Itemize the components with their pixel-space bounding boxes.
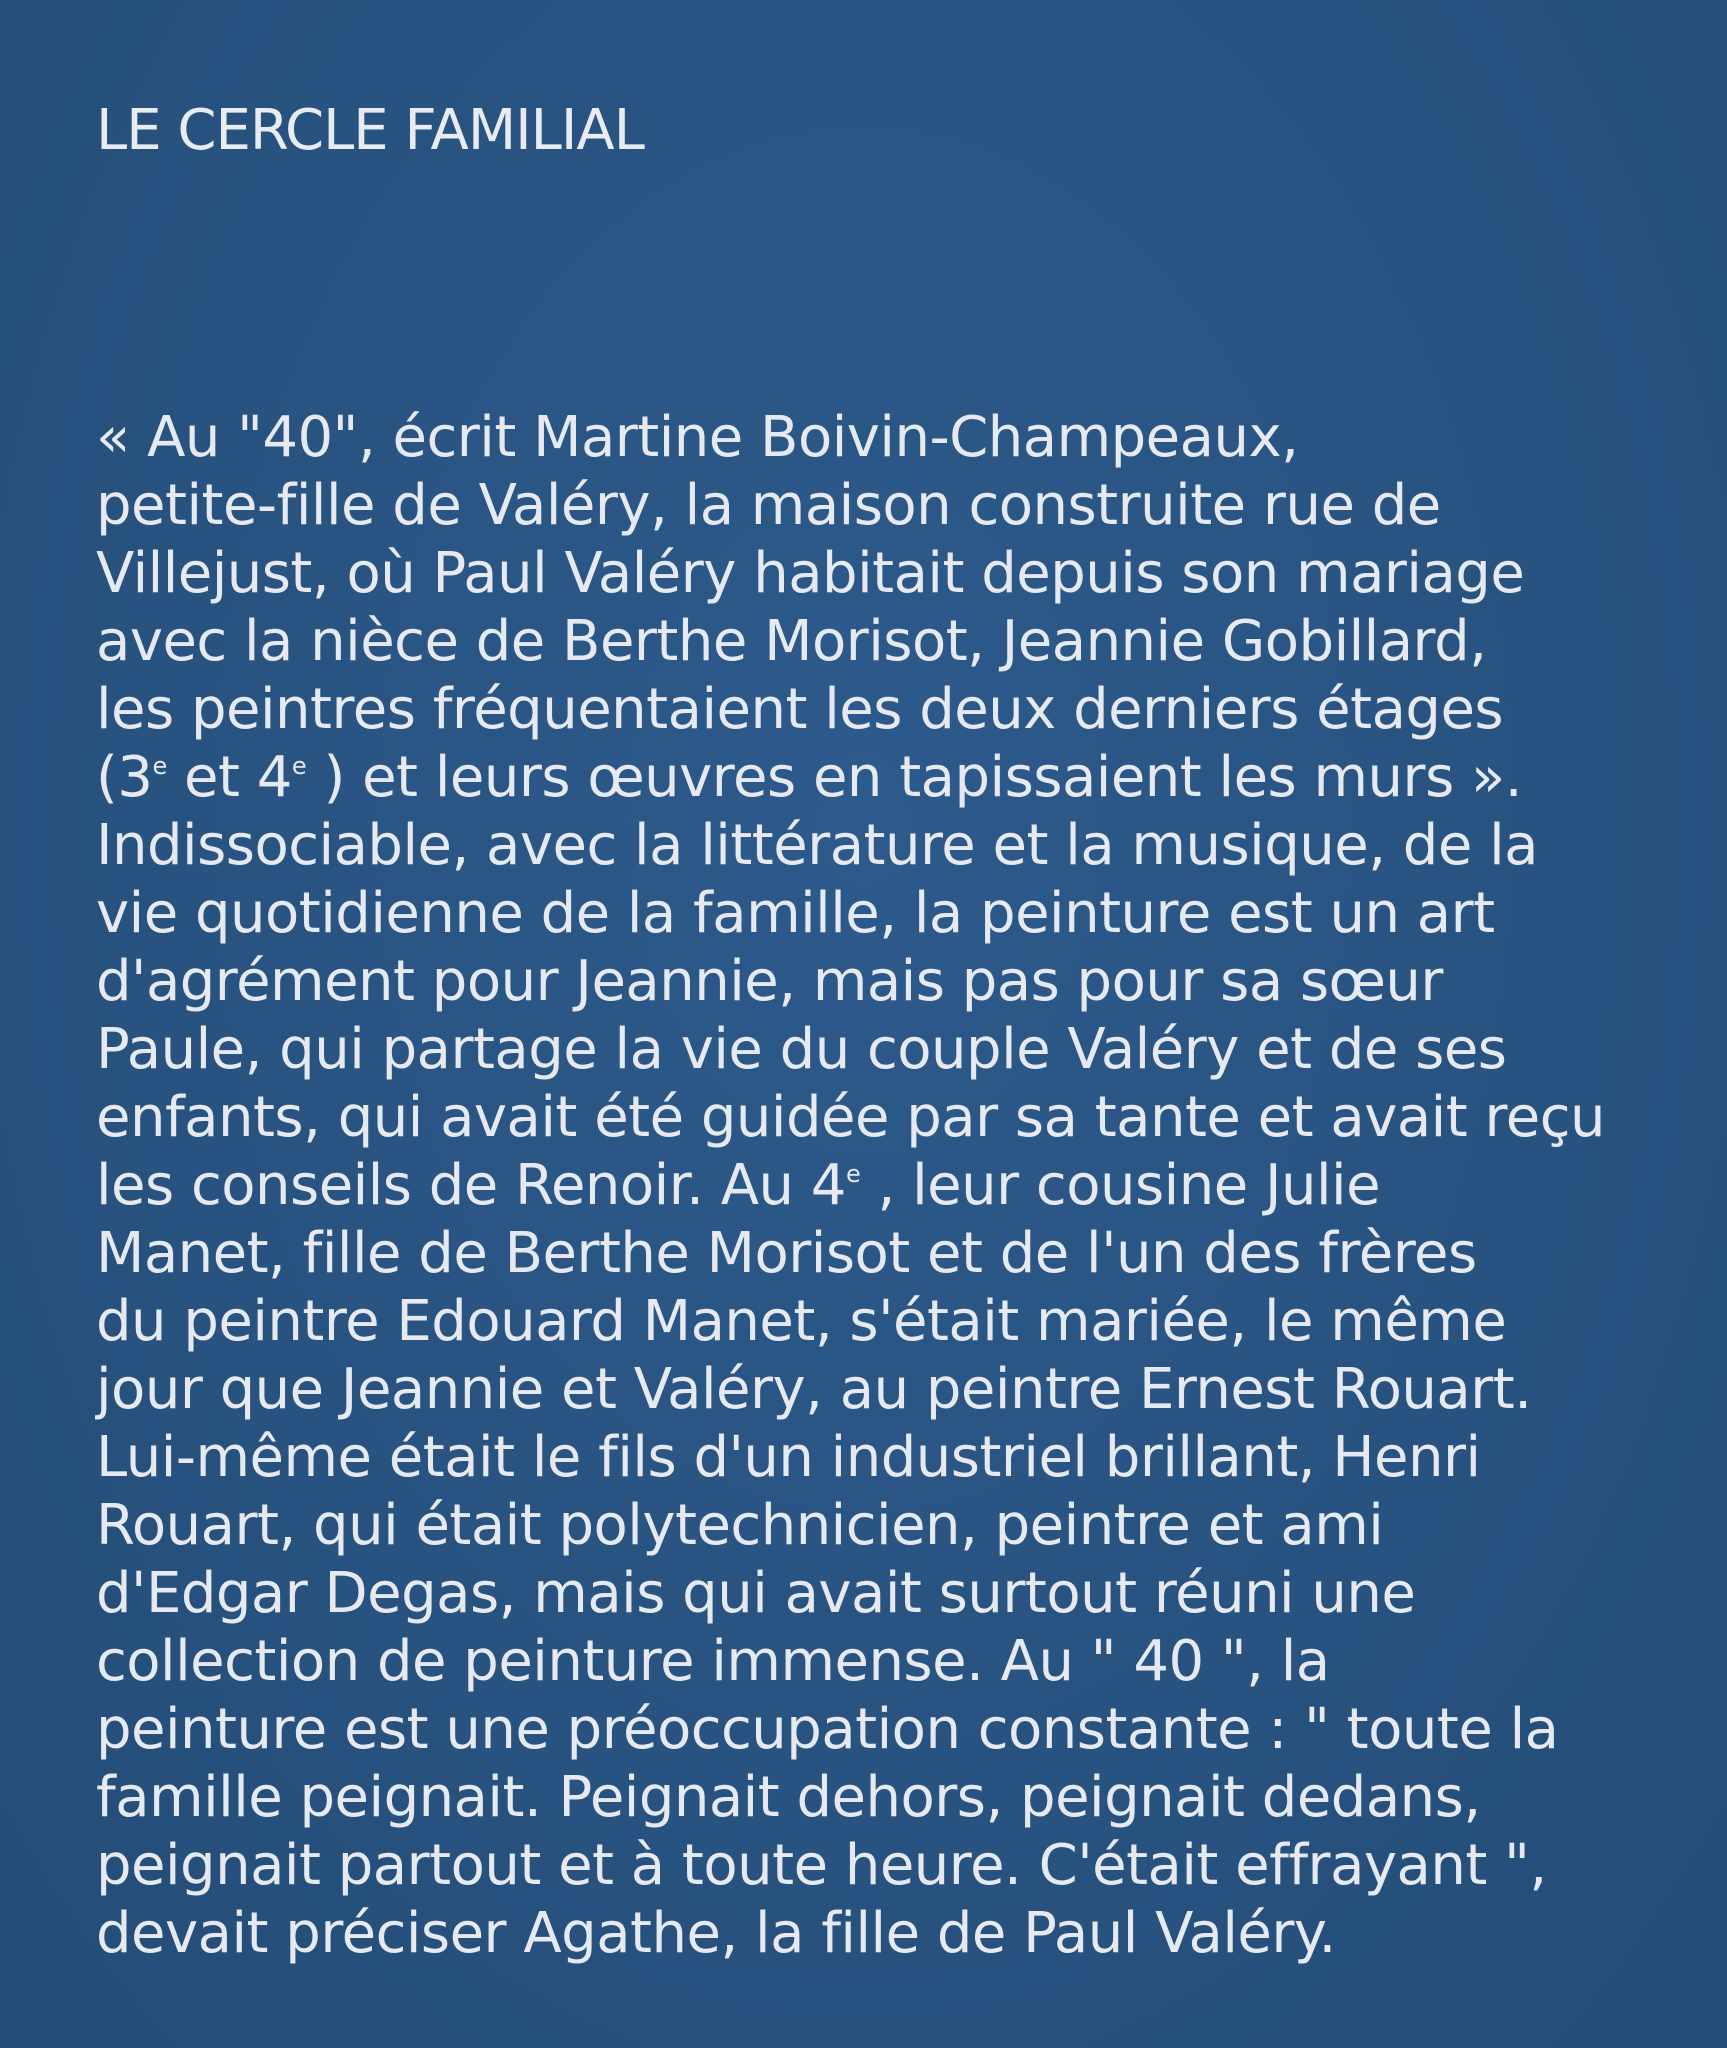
text-segment: d'agrément pour Jeannie, mais pas pour sa sœur <box>96 949 1443 1014</box>
text-line <box>96 472 1676 540</box>
text-segment: « Au "40", écrit Martine Boivin-Champeaux, <box>96 405 1299 470</box>
text-line <box>96 1696 1676 1764</box>
text-line <box>96 1560 1676 1628</box>
text-segment: peinture est une préoccupation constante : " toute la <box>96 1697 1559 1762</box>
text-segment: et 4 <box>166 745 292 810</box>
text-line <box>96 1084 1676 1152</box>
text-line <box>96 1356 1676 1424</box>
text-line <box>96 1832 1676 1900</box>
text-segment: enfants, qui avait été guidée par sa tante et avait reçu <box>96 1085 1605 1150</box>
text-line <box>96 1628 1676 1696</box>
panel-title: LE CERCLE FAMILIAL <box>96 98 644 163</box>
text-line <box>96 1016 1676 1084</box>
superscript: e <box>291 752 307 780</box>
text-segment: Rouart, qui était polytechnicien, peintre et ami <box>96 1493 1384 1558</box>
text-segment: avec la nièce de Berthe Morisot, Jeannie Gobillard, <box>96 609 1487 674</box>
text-segment: Paule, qui partage la vie du couple Valéry et de ses <box>96 1017 1507 1082</box>
text-segment: Manet, fille de Berthe Morisot et de l'un des frères <box>96 1221 1477 1286</box>
text-segment: du peintre Edouard Manet, s'était mariée, le même <box>96 1289 1507 1354</box>
text-line <box>96 1764 1676 1832</box>
text-segment: jour que Jeannie et Valéry, au peintre Ernest Rouart. <box>96 1357 1532 1422</box>
text-line <box>96 404 1676 472</box>
text-line <box>96 1288 1676 1356</box>
text-segment: Lui-même était le fils d'un industriel brillant, Henri <box>96 1425 1481 1490</box>
text-line <box>96 676 1676 744</box>
text-segment: Villejust, où Paul Valéry habitait depuis son mariage <box>96 541 1525 606</box>
text-line <box>96 948 1676 1016</box>
text-segment: collection de peinture immense. Au " 40 ", la <box>96 1629 1330 1694</box>
text-segment: (3 <box>96 745 153 810</box>
text-segment: les conseils de Renoir. Au 4 <box>96 1153 846 1218</box>
text-line <box>96 1492 1676 1560</box>
text-segment: famille peignait. Peignait dehors, peignait dedans, <box>96 1765 1481 1830</box>
text-segment: Indissociable, avec la littérature et la musique, de la <box>96 813 1538 878</box>
text-line <box>96 1220 1676 1288</box>
text-segment: d'Edgar Degas, mais qui avait surtout réuni une <box>96 1561 1416 1626</box>
text-segment: devait préciser Agathe, la fille de Paul Valéry. <box>96 1901 1336 1966</box>
text-segment: ) et leurs œuvres en tapissaient les murs ». <box>306 745 1523 810</box>
text-line <box>96 1900 1676 1968</box>
text-line <box>96 608 1676 676</box>
text-segment: petite-fille de Valéry, la maison construite rue de <box>96 473 1441 538</box>
text-line <box>96 1424 1676 1492</box>
text-segment: les peintres fréquentaient les deux derniers étages <box>96 677 1504 742</box>
text-line <box>96 744 1676 812</box>
panel-body-text <box>96 404 1676 1968</box>
superscript: e <box>152 752 167 780</box>
text-line <box>96 880 1676 948</box>
text-line <box>96 540 1676 608</box>
text-line <box>96 1152 1676 1220</box>
text-segment: peignait partout et à toute heure. C'était effrayant ", <box>96 1833 1547 1898</box>
text-segment: , leur cousine Julie <box>860 1153 1381 1218</box>
superscript: e <box>845 1160 861 1188</box>
text-segment: vie quotidienne de la famille, la peinture est un art <box>96 881 1495 946</box>
text-line <box>96 812 1676 880</box>
